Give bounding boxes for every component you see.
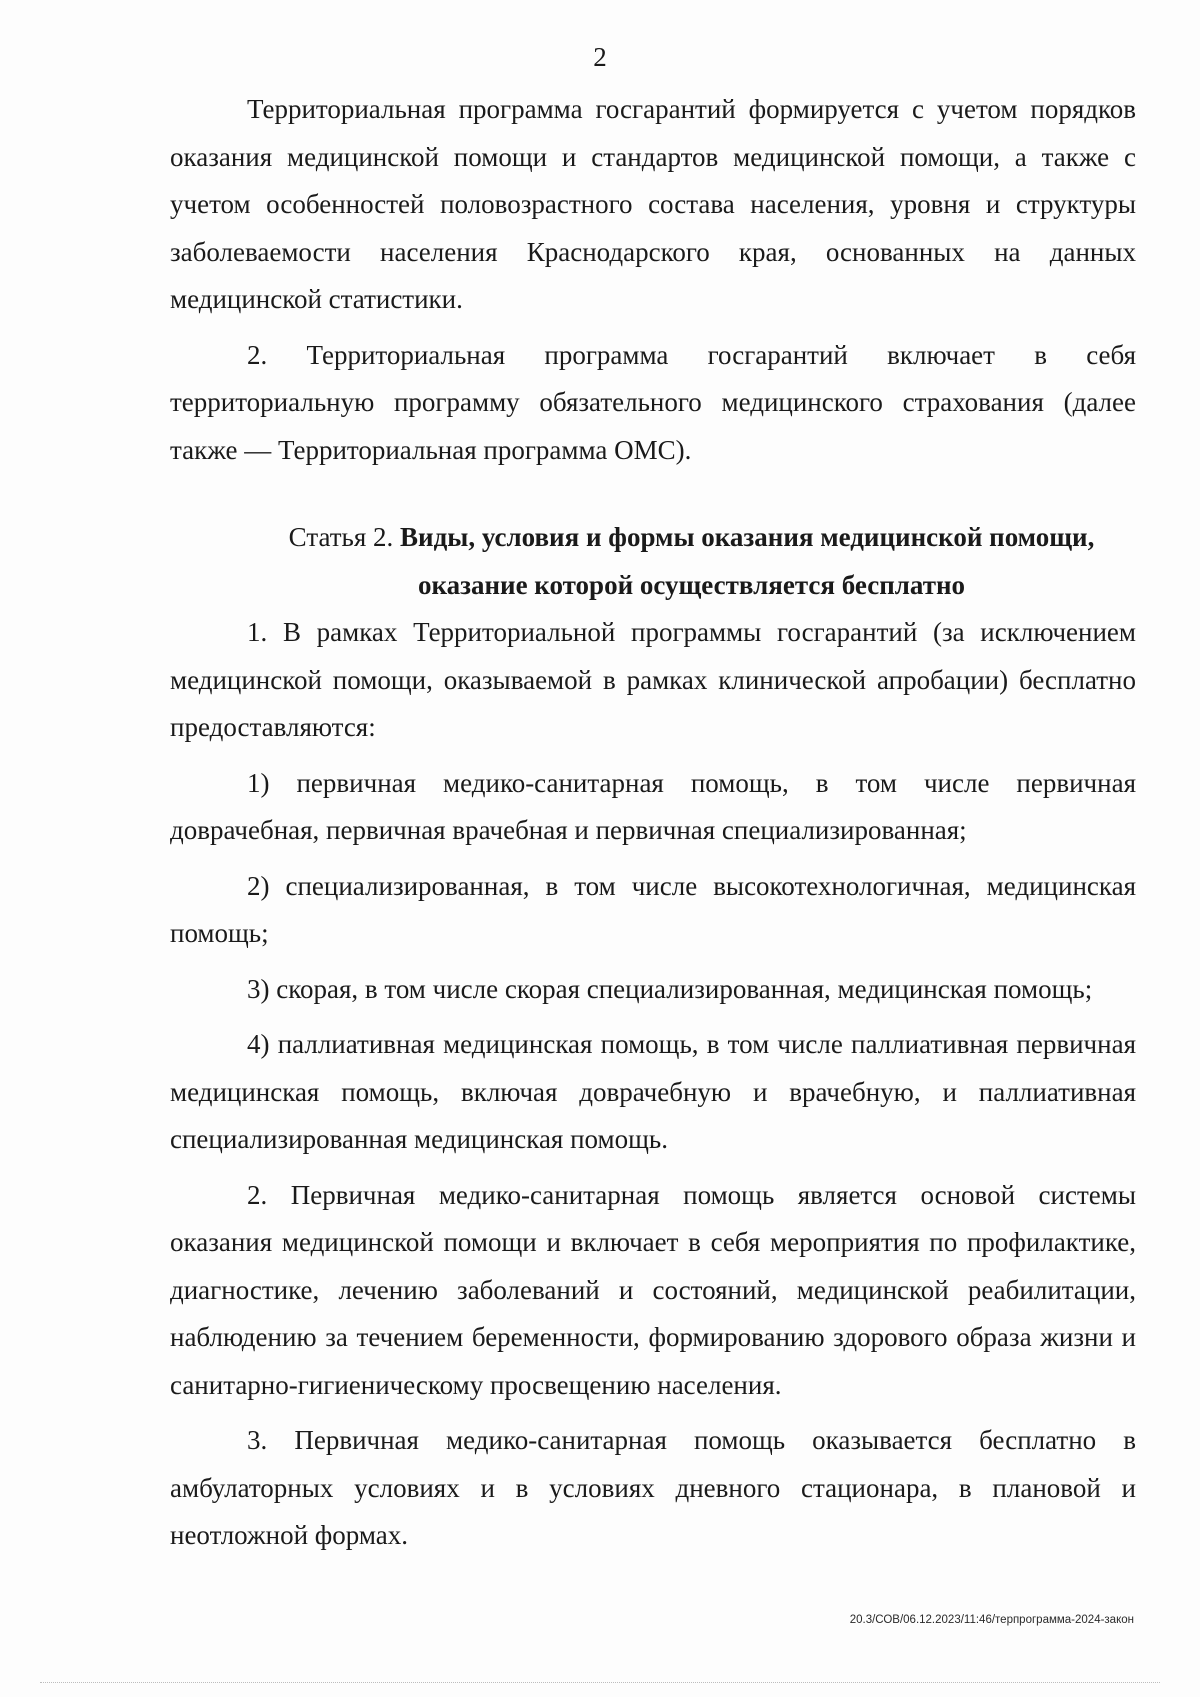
paragraph-intro: Территориальная программа госгарантий формируется с учетом порядков оказания медицинской помощи и стандартов медицинской помощи, а также с учетом особенностей половозрастного состава населения, уровня и структуры заболеваемости населения Краснодарского края, основанных на данных медицинской статистики.: [170, 94, 1136, 314]
document-body: [170, 86, 1136, 1560]
article-label: Статья 2.: [288, 522, 394, 552]
page-number: 2: [593, 42, 607, 72]
article-title: Виды, условия и формы оказания медицинской помощи, оказание которой осуществляется бесплатно: [400, 522, 1095, 600]
paragraph-gap: [170, 1164, 1136, 1172]
paragraph-gap: [170, 855, 1136, 863]
list-item-3: 3) скорая, в том числе скорая специализированная, медицинская помощь;: [247, 973, 1093, 1004]
article-paragraph-3: 3. Первичная медико-санитарная помощь оказывается бесплатно в амбулаторных условиях и в условиях дневного стационара, в плановой и неотложной формах.: [170, 1425, 1136, 1550]
list-item-1: 1) первичная медико-санитарная помощь, в том числе первичная доврачебная, первичная врачебная и первичная специализированная;: [170, 767, 1136, 845]
footer-document-code: 20.3/СОВ/06.12.2023/11:46/терпрограмма-2024-закон: [849, 1614, 1134, 1626]
paragraph-2: 2. Территориальная программа госгарантий включает в себя территориальную программу обязательного медицинского страхования (далее также — Территориальная программа ОМС).: [170, 339, 1136, 465]
article-paragraph-1: 1. В рамках Территориальной программы госгарантий (за исключением медицинской помощи, оказываемой в рамках клинической апробации) бесплатно предоставляются:: [170, 617, 1136, 742]
section-gap: [170, 474, 1136, 514]
paragraph-gap: [170, 324, 1136, 332]
paragraph-gap: [170, 752, 1136, 760]
paragraph-gap: [170, 958, 1136, 966]
list-item-2: 2) специализированная, в том числе высокотехнологичная, медицинская помощь;: [170, 870, 1136, 948]
paragraph-gap: [170, 1013, 1136, 1021]
article-heading: [170, 514, 1136, 609]
scan-edge-noise: [40, 1682, 1160, 1685]
paragraph-gap: [170, 1409, 1136, 1417]
list-item-4: 4) паллиативная медицинская помощь, в том числе паллиативная первичная медицинская помощь, включая доврачебную и врачебную, и паллиативная специализированная медицинская помощь.: [170, 1029, 1136, 1154]
article-paragraph-2: 2. Первичная медико-санитарная помощь является основой системы оказания медицинской помощи и включает в себя мероприятия по профилактике, диагностике, лечению заболеваний и состояний, медицинской реабилитации, наблюдению за течением беременности, формированию здорового образа жизни и санитарно-гигиеническому просвещению населения.: [170, 1179, 1136, 1400]
